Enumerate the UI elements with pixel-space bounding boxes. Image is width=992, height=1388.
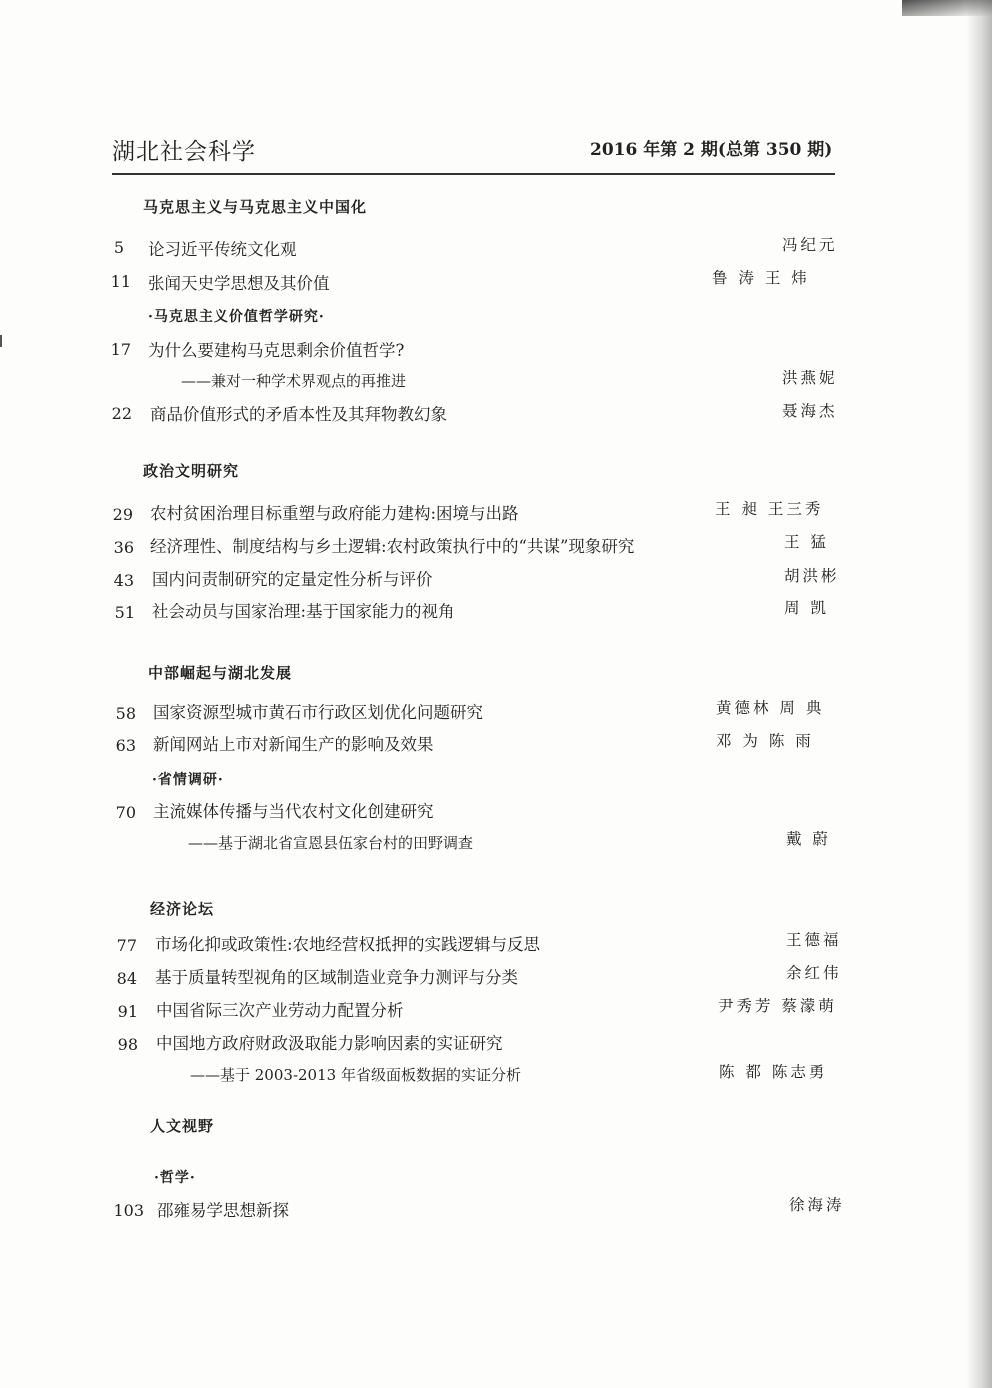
entry-page-number: 17: [110, 340, 131, 359]
entry-page-number: 5: [113, 238, 124, 257]
entry-author: 戴 蔚: [786, 830, 831, 848]
entry-author: 聂海杰: [782, 402, 838, 420]
entry-author: 洪燕妮: [782, 369, 838, 387]
entry-title[interactable]: 张闻天史学思想及其价值: [148, 274, 330, 293]
entry-title[interactable]: 市场化抑或政策性:农地经营权抵押的实践逻辑与反思: [155, 935, 541, 954]
entry-page-number: 103: [113, 1201, 144, 1220]
section-heading: 马克思主义与马克思主义中国化: [143, 198, 368, 216]
subsection-heading: ·省情调研·: [152, 772, 224, 788]
entry-author: 胡洪彬: [784, 567, 840, 585]
entry-page-number: 91: [117, 1002, 138, 1021]
header-rule: [112, 173, 835, 175]
entry-author: 陈 都 陈志勇: [719, 1063, 828, 1081]
entry-title[interactable]: 基于质量转型视角的区域制造业竞争力测评与分类: [155, 968, 518, 987]
entry-page-number: 51: [114, 603, 135, 622]
entry-page-number: 11: [110, 272, 131, 291]
entry-author: 冯纪元: [782, 236, 838, 254]
entry-author: 鲁 涛 王 炜: [712, 269, 810, 287]
entry-subtitle: ——基于 2003-2013 年省级面板数据的实证分析: [190, 1066, 521, 1084]
entry-author: 黄德林 周 典: [716, 699, 825, 717]
entry-page-number: 36: [113, 538, 134, 557]
entry-title[interactable]: 主流媒体传播与当代农村文化创建研究: [153, 802, 434, 821]
entry-page-number: 58: [115, 704, 136, 723]
entry-page-number: 77: [116, 936, 137, 955]
entry-title[interactable]: 论习近平传统文化观: [148, 240, 297, 259]
entry-title[interactable]: 经济理性、制度结构与乡土逻辑:农村政策执行中的“共谋”现象研究: [150, 537, 635, 556]
entry-title[interactable]: 邵雍易学思想新探: [157, 1201, 289, 1220]
scan-edge-shadow: [966, 0, 992, 1388]
entry-author: 周 凯: [784, 599, 829, 617]
entry-subtitle: ——兼对一种学术界观点的再推进: [181, 372, 407, 390]
scan-corner-shadow: [902, 0, 992, 16]
entry-subtitle: ——基于湖北省宣恩县伍家台村的田野调查: [188, 834, 474, 852]
section-heading: 经济论坛: [150, 900, 215, 918]
entry-title[interactable]: 新闻网站上市对新闻生产的影响及效果: [153, 735, 434, 754]
subsection-heading: ·哲学·: [154, 1170, 196, 1186]
entry-page-number: 70: [115, 803, 136, 822]
entry-author: 徐海涛: [789, 1196, 845, 1214]
entry-title[interactable]: 社会动员与国家治理:基于国家能力的视角: [152, 602, 455, 621]
entry-page-number: 84: [116, 969, 137, 988]
entry-author: 余红伟: [786, 964, 842, 982]
entry-title[interactable]: 国内问责制研究的定量定性分析与评价: [152, 570, 433, 589]
subsection-heading: ·马克思主义价值哲学研究·: [148, 309, 325, 325]
issue-info: 2016 年第 2 期(总第 350 期): [590, 140, 833, 160]
entry-author: 王 昶 王三秀: [715, 500, 824, 518]
entry-title[interactable]: 商品价值形式的矛盾本性及其拜物教幻象: [150, 405, 447, 424]
entry-page-number: 98: [117, 1035, 138, 1054]
entry-title[interactable]: 国家资源型城市黄石市行政区划优化问题研究: [153, 703, 483, 722]
entry-title[interactable]: 为什么要建构马克思剩余价值哲学?: [148, 341, 405, 360]
entry-page-number: 22: [111, 404, 132, 423]
entry-title[interactable]: 农村贫困治理目标重塑与政府能力建构:困境与出路: [150, 504, 519, 523]
section-heading: 人文视野: [150, 1117, 215, 1135]
section-heading: 政治文明研究: [143, 462, 240, 480]
entry-author: 王 猛: [784, 533, 829, 551]
scan-margin-mark: [0, 335, 2, 347]
entry-page-number: 63: [115, 736, 136, 755]
entry-page-number: 43: [113, 571, 134, 590]
journal-title: 湖北社会科学: [112, 139, 256, 165]
entry-page-number: 29: [112, 505, 133, 524]
section-heading: 中部崛起与湖北发展: [148, 664, 293, 682]
entry-author: 尹秀芳 蔡濛萌: [718, 997, 837, 1015]
entry-author: 邓 为 陈 雨: [716, 732, 814, 750]
entry-author: 王德福: [786, 931, 842, 949]
entry-title[interactable]: 中国省际三次产业劳动力配置分析: [156, 1001, 404, 1020]
entry-title[interactable]: 中国地方政府财政汲取能力影响因素的实证研究: [156, 1034, 503, 1053]
